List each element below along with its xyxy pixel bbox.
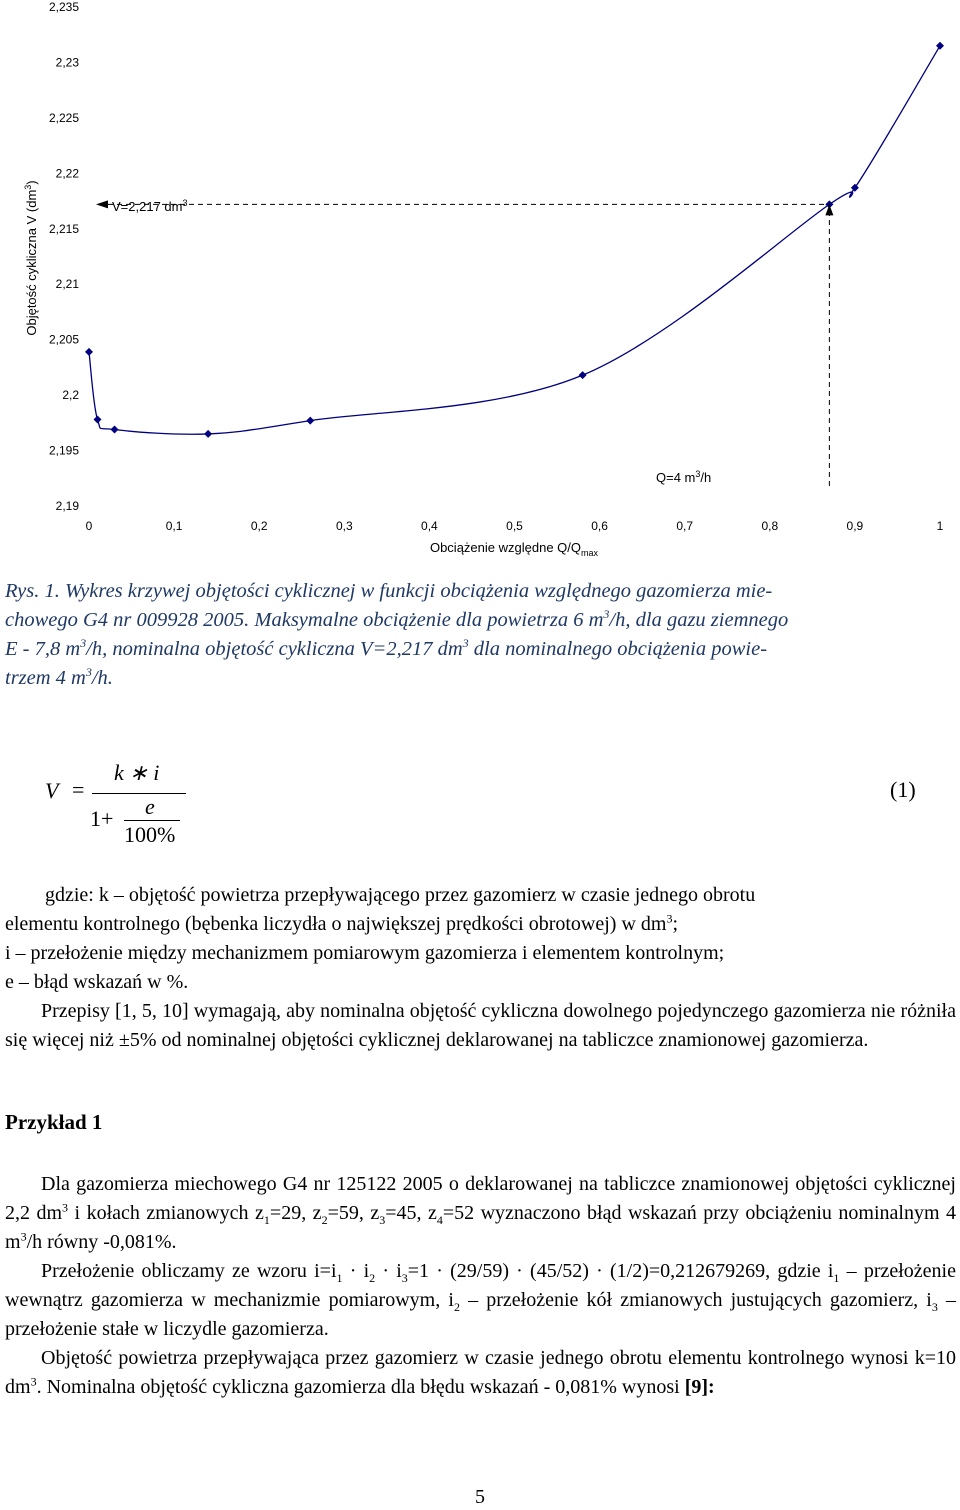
- x-tick-label: 0: [85, 519, 93, 533]
- formula-plus: +: [101, 806, 114, 831]
- x-tick-label: 0,8: [761, 519, 779, 533]
- y-tick-label: 2,23: [55, 55, 79, 70]
- data-point: [851, 184, 859, 192]
- data-point: [579, 371, 587, 379]
- x-axis-label: Obciążenie względne $Q/Q_{max}$: [429, 540, 599, 558]
- def-k: gdzie: k – objętość powietrza przepływającego przez gazomierz w czasie jednego obrotu: [45, 884, 756, 906]
- przepisy-paragraph: Przepisy [1, 5, 10] wymagają, aby nominalna objętość cykliczna dowolnego pojedynczego gazomierza nie różniła się więcej niż ±5% od nominalnej objętości cyklicznej deklarowanej na tabliczce znamionowej gazomierza.: [5, 1000, 956, 1051]
- x-tick-label: 1: [936, 519, 944, 533]
- example-heading: Przykład 1: [5, 1110, 103, 1134]
- x-tick-label: 0,3: [335, 519, 353, 533]
- x-tick-label: 0,4: [421, 519, 438, 533]
- y-tick-label: 2,215: [48, 221, 79, 236]
- series-markers: [85, 42, 944, 438]
- data-point: [306, 417, 314, 425]
- formula-sub-bar: [124, 820, 180, 821]
- def-e: e – błąd wskazań w %.: [5, 971, 189, 993]
- figure-caption: Rys. 1. Wykres krzywej objętości cyklicznej w funkcji obciążenia względnego gazomierza mie- chowego G4 nr 009928 2005. Maksymalne obciążenie dla powietrza 6 $m^3/h$, dla gazu ziemnego E - 7,8 $m^3/h$, nominalna objętość cykliczna V=2,217 $dm^3$ dla nominalnego obciążenia powie- trzem 4 $m^3/h$.: [5, 580, 789, 689]
- def-i: i – przełożenie między mechanizmem pomiarowym gazomierza i elementem kontrolnym;: [5, 942, 725, 964]
- v-arrow-head: [96, 200, 108, 208]
- x-tick-label: 0,5: [506, 519, 523, 533]
- y-tick-label: 2,205: [48, 332, 79, 347]
- def-k-cont: elementu kontrolnego (bębenka liczydła o największej prędkości obrotowej) w $dm^3$;: [5, 911, 679, 935]
- formula-numerator: k ∗ i: [114, 760, 160, 785]
- formula-one: 1: [90, 806, 101, 831]
- y-tick-labels: [49, 0, 79, 513]
- x-tick-label: 0,7: [676, 519, 694, 533]
- example-paragraph-1: Dla gazomierza miechowego G4 nr 125122 2005 o deklarowanej na tabliczce znamionowej objętości cyklicznej 2,2 $dm^3$ i kołach zmianowych $z_1=29$, $z_2=59$, $z_3=45$, $z_4=52$ wyznaczono błąd wskazań przy obciążeniu nominalnym 4 $m^3/h$ równy -0,081%.: [5, 1173, 957, 1253]
- formula-100pct: 100%: [124, 822, 176, 847]
- y-tick-label: 2,22: [55, 166, 79, 181]
- volume-chart: [0, 0, 960, 570]
- y-tick-label: 2,19: [55, 499, 79, 513]
- q-annotation: Q=4 $m^3/h$: [656, 469, 712, 485]
- example-paragraph-2: Przełożenie obliczamy ze wzoru $i=i_1 \cdot i_2 \cdot i_3=1 \cdot (29/59) \cdot (45/52) \cdot (1/2)=0,212679269$, gdzie $i_1$ – przełożenie wewnątrz gazomierza w mechanizmie pomiarowym, $i_2$ – przełożenie kół zmianowych justujących gazomierz, $i_3$ – przełożenie stałe w liczydle gazomierza.: [5, 1260, 957, 1340]
- formula-equals: =: [72, 777, 85, 802]
- data-point: [204, 430, 212, 438]
- x-tick-label: 0,2: [250, 519, 268, 533]
- y-tick-label: 2,225: [48, 110, 79, 125]
- y-tick-label: 2,2: [62, 388, 79, 403]
- data-point: [111, 425, 119, 433]
- data-point: [85, 348, 93, 356]
- formula-e: e: [145, 794, 155, 819]
- x-tick-labels: [86, 519, 944, 533]
- v-annotation: V=2,217 $dm^3$: [112, 198, 188, 214]
- data-point: [936, 42, 944, 50]
- y-tick-label: 2,235: [48, 0, 79, 14]
- formula-number: (1): [890, 777, 916, 802]
- series-line: [89, 46, 940, 434]
- y-axis-label: Objętość cykliczna V $(dm^3)$: [23, 180, 39, 336]
- formula-main-bar: [92, 793, 186, 794]
- x-tick-label: 0,6: [591, 519, 608, 533]
- x-tick-label: 0,1: [165, 519, 183, 533]
- formula-lhs: V: [45, 778, 59, 803]
- x-tick-label: 0,9: [846, 519, 864, 533]
- data-point: [94, 416, 102, 424]
- formula-1: [0, 760, 960, 860]
- example-paragraph-3: Objętość powietrza przepływająca przez gazomierz w czasie jednego obrotu elementu kontrolnego wynosi k=10 $dm^3$. Nominalna objętość cykliczna gazomierza dla błędu wskazań - 0,081% wynosi [9]:: [5, 1347, 956, 1398]
- page-number: 5: [475, 1486, 485, 1508]
- y-tick-label: 2,21: [55, 277, 79, 292]
- definitions: [5, 881, 956, 997]
- y-tick-label: 2,195: [48, 443, 79, 458]
